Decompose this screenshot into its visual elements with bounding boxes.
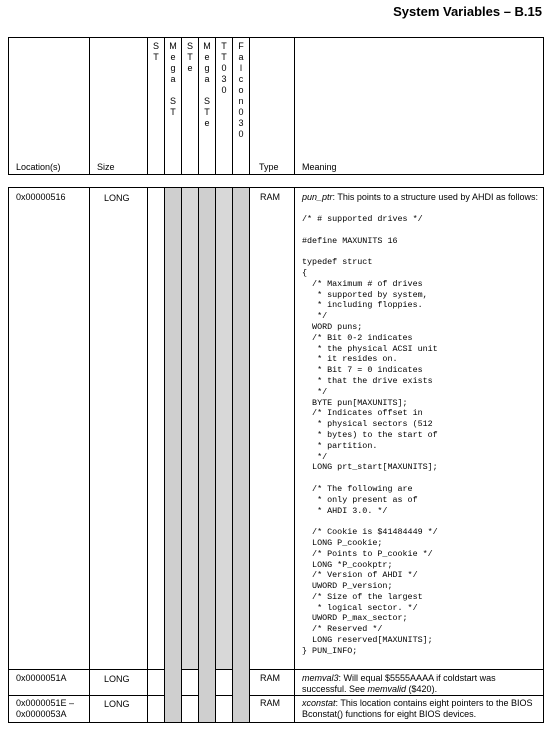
header-location: Location(s) (16, 162, 61, 172)
shade-falcon030 (232, 188, 249, 722)
meaning-text: ($420). (406, 684, 438, 694)
meaning-text: : This location contains eight pointers to the BIOS Bconstat() functions for eight BIOS devices. (302, 698, 533, 719)
header-machine-tt030: T T 0 3 0 (221, 41, 227, 95)
header-meaning: Meaning (302, 162, 337, 172)
row-size: LONG (104, 193, 130, 203)
row-location: 0x00000516 (16, 192, 66, 202)
header-machine-falcon030: F a l c o n 0 3 0 (238, 41, 244, 139)
header-type: Type (259, 162, 279, 172)
cross-reference: memvalid (367, 684, 407, 694)
row-size: LONG (104, 674, 130, 684)
shade-ste (181, 188, 198, 669)
header-machine-mega-st: M e g a S T (169, 41, 177, 117)
row-location: 0x0000051A (16, 673, 67, 683)
header-size: Size (97, 162, 115, 172)
row-meaning (302, 192, 538, 657)
row-meaning (302, 698, 540, 720)
page-header-title: System Variables – B.15 (393, 4, 542, 19)
shade-tt030 (215, 188, 232, 669)
shade-mega-st (164, 188, 181, 722)
row-type: RAM (260, 698, 280, 708)
row-location: 0x0000051E – 0x0000053A (16, 698, 75, 719)
meaning-text: : Will equal $5555AAAA if coldstart was successful. See (302, 673, 496, 694)
row-size: LONG (104, 699, 130, 709)
row-meaning (302, 673, 540, 695)
variable-name: xconstat (302, 698, 336, 708)
row-type: RAM (260, 673, 280, 683)
row-type: RAM (260, 192, 280, 202)
header-machine-mega-ste: M e g a S T e (203, 41, 211, 128)
variable-name: memval3 (302, 673, 339, 683)
header-machine-ste: S T e (186, 41, 193, 73)
header-machine-st: S T (152, 41, 159, 62)
code-block: /* # supported drives */ #define MAXUNITS 16 typedef struct { /* Maximum # of drives * supported by system, * including floppies. */ WORD puns; /* Bit 0-2 indicates * the physical ACSI unit * it resides on. * Bit 7 = 0 indicates * that the drive exists */ BYTE pun[MAXUNITS]; /* Indicates offset in * physical sectors (512 * bytes) to the start of * partition. */ LONG prt_start[MAXUNITS]; /* The following are * only present as of * AHDI 3.0. */ /* Cookie is $41484449 */ LONG P_cookie; /* Points to P_cookie */ LONG *P_cookptr; /* Version of AHDI */ UWORD P_version; /* Size of the largest * logical sector. */ UWORD P_max_sector; /* Reserved */ LONG reserved[MAXUNITS]; } PUN_INFO; (302, 214, 438, 656)
meaning-text: : This points to a structure used by AHDI as follows: (332, 192, 538, 202)
shade-mega-ste (198, 188, 215, 722)
variable-name: pun_ptr (302, 192, 333, 202)
header-bottom-rule (8, 174, 544, 175)
table-bottom-rule (8, 722, 544, 723)
